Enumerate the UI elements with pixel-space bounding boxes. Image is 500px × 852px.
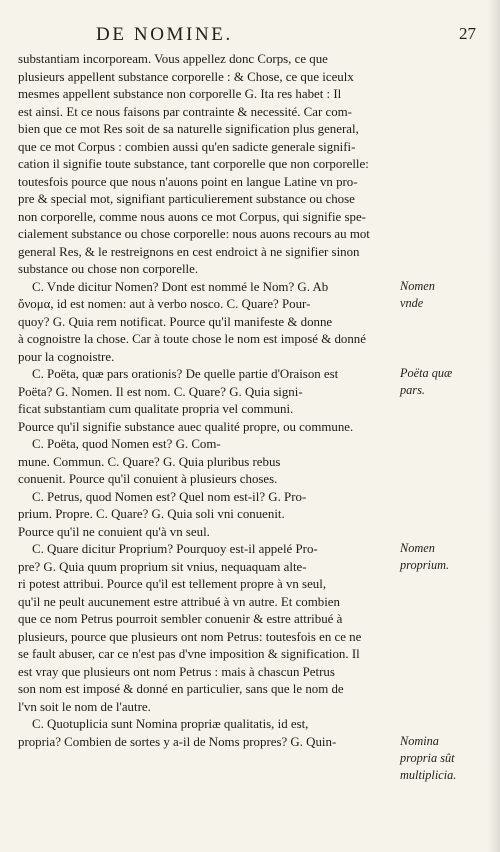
- margin-note: propria sût: [400, 751, 455, 765]
- margin-note: multiplicia.: [400, 768, 457, 782]
- text-line: C. Vnde dicitur Nomen? Dont est nommé le Nom? G. Ab: [32, 279, 329, 294]
- text-line: cialement substance ou chose corporelle: nous auons recours au mot: [18, 227, 370, 241]
- page-edge-shadow: [488, 0, 500, 852]
- text-line: mesmes appellent substance non corporelle G. Ita res habet : Il: [18, 87, 342, 101]
- text-line: pre? G. Quia quum proprium sit vnius, nequaquam alte-: [18, 559, 307, 574]
- margin-note: proprium.: [400, 558, 450, 572]
- text-line: C. Poëta, quod Nomen est? G. Com-: [32, 437, 221, 451]
- text-line: mune. Commun. C. Quare? G. Quia pluribus rebus: [18, 454, 281, 469]
- text-line: ficat substantiam cum qualitate propria vel communi.: [18, 402, 294, 416]
- text-line: substance ou chose non corporelle.: [18, 262, 199, 276]
- text-line: general Res, & le restreignons en cest endroict à ne signifier sinon: [18, 244, 360, 259]
- text-line: bien que ce mot Res soit de sa naturelle signification plus general,: [18, 122, 359, 136]
- margin-note: Nomina: [400, 734, 439, 748]
- text-line: non corporelle, comme nous auons ce mot Corpus, qui signifie spe-: [18, 209, 366, 224]
- margin-note: vnde: [400, 296, 424, 310]
- text-line: Pource qu'il ne conuient qu'à vn seul.: [18, 524, 210, 539]
- text-line: que ce nom Petrus pourroit sembler conuenir & estre attribué à: [18, 612, 343, 626]
- text-line: C. Quare dicitur Proprium? Pourquoy est-il appelé Pro-: [32, 542, 318, 556]
- text-line: son nom est imposé & donné en particulier, sans que le nom de: [18, 682, 344, 696]
- text-line: est ainsi. Et ce nous faisons par contrainte & necessité. Car com-: [18, 104, 352, 119]
- text-line: l'vn soit le nom de l'autre.: [18, 699, 151, 714]
- text-line: quoy? G. Quia rem notificat. Pource qu'il manifeste & donne: [18, 314, 333, 329]
- main-text: [18, 51, 390, 751]
- text-line: pre & special mot, signifiant particulierement substance ou chose: [18, 192, 355, 206]
- text-line: ὄνομα, id est nomen: aut à verbo nosco. C. Quare? Pour-: [18, 297, 311, 311]
- text-line: propria? Combien de sortes y a-il de Noms propres? G. Quin-: [18, 734, 337, 749]
- text-line: Poëta? G. Nomen. Il est nom. C. Quare? G. Quia signi-: [18, 384, 303, 399]
- text-line: toutesfois pource que nous n'auons point en langue Latine vn pro-: [18, 174, 358, 189]
- text-line: plusieurs, pource que plusieurs ont nom Petrus: toutesfois en ce ne: [18, 629, 362, 644]
- text-line: C. Poëta, quæ pars orationis? De quelle partie d'Oraison est: [32, 367, 339, 381]
- text-line: cation il signifie toute substance, tant corporelle que non corporelle:: [18, 157, 369, 171]
- text-line: ri potest attribui. Pource qu'il est tellement propre à vn seul,: [18, 577, 327, 591]
- text-line: à cognoistre la chose. Car à toute chose le nom est imposé & donné: [18, 332, 366, 346]
- page-number: 27: [459, 24, 476, 43]
- text-line: se fault abuser, car ce n'est pas d'vne imposition & signification. Il: [18, 647, 360, 661]
- text-line: Pource qu'il signifie substance auec qualité propre, ou commune.: [18, 419, 354, 434]
- text-line: que ce mot Corpus : combien aussi qu'en sadicte generale signifi-: [18, 139, 356, 154]
- margin-note: Poëta quæ: [400, 366, 453, 380]
- margin-note: Nomen: [400, 541, 435, 555]
- text-line: conuenit. Pource qu'il conuient à plusieurs choses.: [18, 472, 278, 486]
- text-line: prium. Propre. C. Quare? G. Quia soli vni conuenit.: [18, 507, 285, 521]
- margin-note: Nomen: [400, 279, 435, 293]
- text-line: substantiam incorpoream. Vous appellez donc Corps, ce que: [18, 52, 328, 66]
- text-line: pour la cognoistre.: [18, 349, 115, 364]
- text-line: plusieurs appellent substance corporelle : & Chose, ce que iceulx: [18, 69, 354, 84]
- text-line: C. Petrus, quod Nomen est? Quel nom est-il? G. Pro-: [32, 489, 307, 504]
- margin-note: pars.: [400, 383, 425, 397]
- running-title: DE NOMINE.: [96, 24, 233, 45]
- text-line: qu'il ne peult aucunement estre attribué à vn autre. Et combien: [18, 594, 340, 609]
- text-line: est vray que plusieurs ont nom Petrus : mais à chascun Petrus: [18, 664, 335, 679]
- text-line: C. Quotuplicia sunt Nomina propriæ qualitatis, id est,: [32, 717, 309, 731]
- page-header: [36, 24, 476, 48]
